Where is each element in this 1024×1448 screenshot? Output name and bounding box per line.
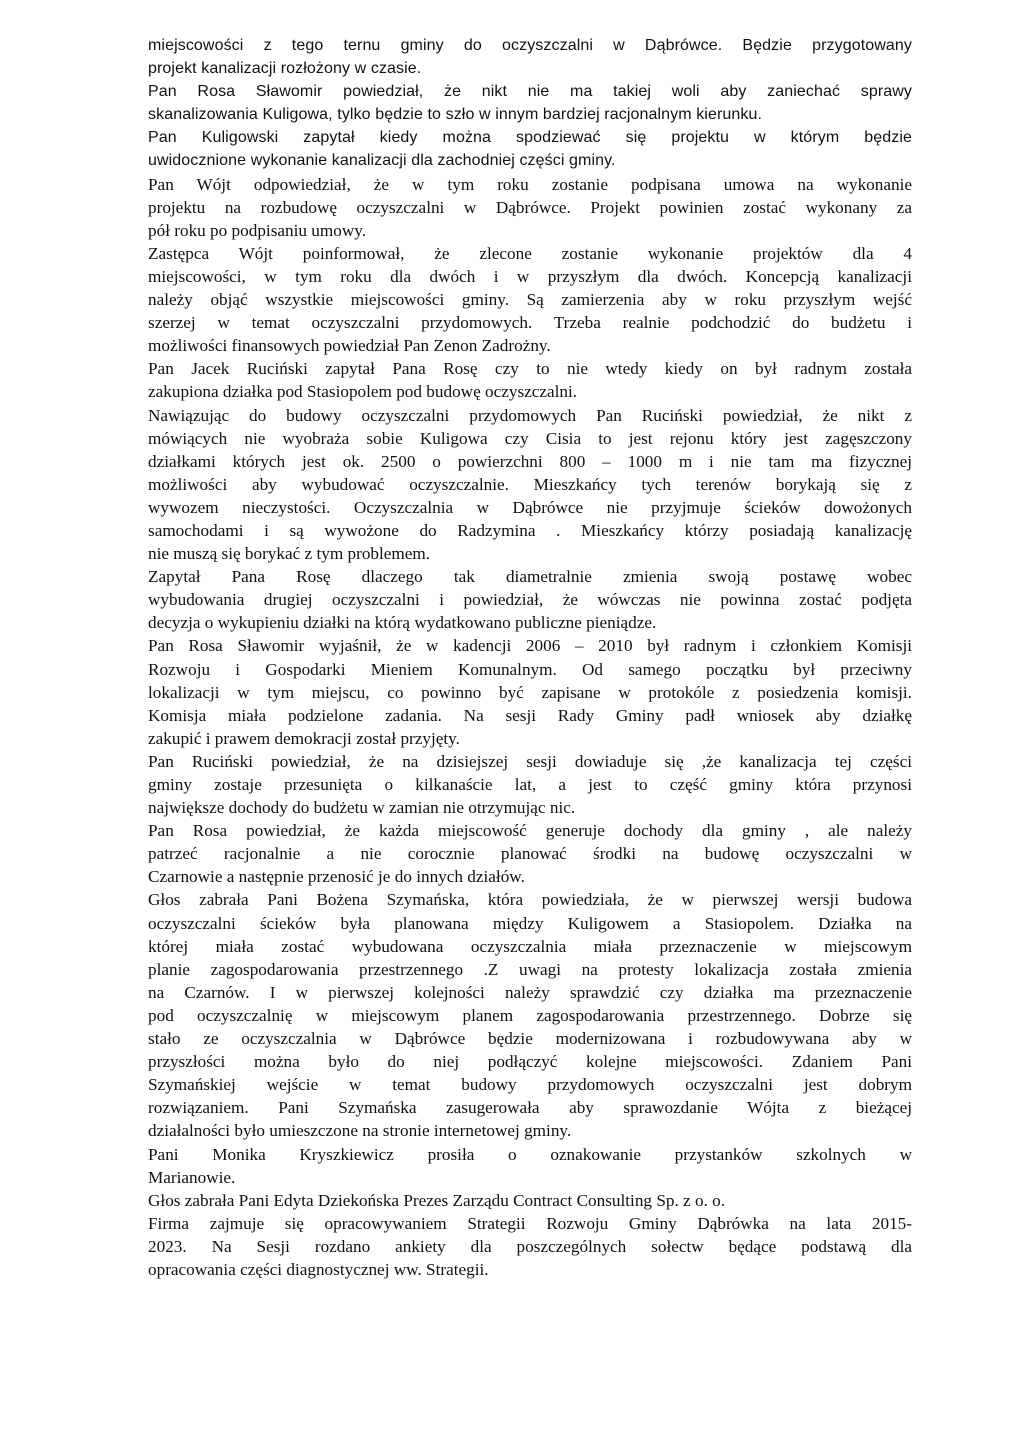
text-line: Pan Rosa powiedział, że każda miejscowość generuje dochody dla gminy , ale należy [148, 821, 912, 841]
text-line: możliwości finansowych powiedział Pan Zenon Zadrożny. [148, 336, 551, 356]
document-body [148, 34, 912, 1281]
text-line: Głos zabrała Pani Bożena Szymańska, która powiedziała, że w pierwszej wersji budowa [148, 890, 912, 910]
text-line: stało ze oczyszczalnia w Dąbrówce będzie modernizowana i rozbudowywana aby w [148, 1029, 912, 1049]
text-line: której miała zostać wybudowana oczyszczalnia miała przeznaczenie w miejscowym [148, 936, 912, 956]
paragraph [148, 1143, 912, 1189]
text-line: Marianowie. [148, 1167, 236, 1187]
text-line: skanalizowania Kuligowa, tylko będzie to szło w innym bardziej racjonalnym kierunku. [148, 106, 763, 124]
text-line: projekt kanalizacji rozłożony w czasie. [148, 60, 422, 78]
text-line: Zastępca Wójt poinformował, że zlecone zostanie wykonanie projektów dla 4 [148, 243, 912, 263]
text-line: samochodami i są wywożone do Radzymina . Mieszkańcy którzy posiadają kanalizację [148, 520, 912, 540]
paragraph [148, 357, 912, 403]
text-line: Czarnowie a następnie przenosić je do innych działów. [148, 867, 525, 887]
text-line: Głos zabrała Pani Edyta Dziekońska Prezes Zarządu Contract Consulting Sp. z o. o. [148, 1190, 726, 1210]
text-line: Pan Kuligowski zapytał kiedy można spodziewać się projektu w którym będzie [148, 129, 912, 147]
text-line: przyszłości można było do niej podłączyć kolejne miejscowości. Zdaniem Pani [148, 1052, 912, 1072]
text-line: miejscowości z tego ternu gminy do oczyszczalni w Dąbrówce. Będzie przygotowany [148, 37, 912, 54]
text-line: Pan Rosa Sławomir wyjaśnił, że w kadencji 2006 – 2010 był radnym i członkiem Komisji [148, 636, 912, 656]
text-line: Pani Monika Kryszkiewicz prosiła o oznakowanie przystanków szkolnych w [148, 1144, 912, 1164]
text-line: działalności było umieszczone na stronie internetowej gminy. [148, 1121, 572, 1141]
paragraph [148, 80, 912, 126]
text-line: należy objąć wszystkie miejscowości gminy. Są zamierzenia aby w roku przyszłym wejść [148, 290, 912, 310]
text-line: Firma zajmuje się opracowywaniem Strategii Rozwoju Gminy Dąbrówka na lata 2015- [148, 1213, 912, 1233]
paragraph [148, 888, 912, 1142]
paragraph [148, 819, 912, 888]
text-line: na Czarnów. I w pierwszej kolejności należy sprawdzić czy działka ma przeznaczenie [148, 982, 912, 1002]
text-line: oczyszczalni ścieków była planowana między Kuligowem a Stasiopolem. Działka na [148, 913, 912, 933]
text-line: projektu na rozbudowę oczyszczalni w Dąbrówce. Projekt powinien zostać wykonany za [148, 197, 912, 217]
text-line: Komisja miała podzielone zadania. Na sesji Rady Gminy padł wniosek aby działkę [148, 705, 912, 725]
text-line: Pan Rosa Sławomir powiedział, że nikt nie ma takiej woli aby zaniechać sprawy [148, 83, 912, 101]
text-line: 2023. Na Sesji rozdano ankiety dla poszczególnych sołectw będące podstawą dla [148, 1236, 912, 1256]
text-line: pod oczyszczalnię w miejscowym planem zagospodarowania przestrzennego. Dobrze się [148, 1005, 912, 1025]
paragraph [148, 173, 912, 242]
text-line: gminy zostaje przesunięta o kilkanaście lat, a jest to część gminy która przynosi [148, 775, 912, 794]
text-line: planie zagospodarowania przestrzennego .Z uwagi na protesty lokalizacja została zmienia [148, 959, 912, 979]
paragraph [148, 634, 912, 749]
text-line: działkami których jest ok. 2500 o powierzchni 800 – 1000 m i nie tam ma fizycznej [148, 451, 912, 471]
text-line: Zapytał Pana Rosę dlaczego tak diametralnie zmienia swoją postawę wobec [148, 567, 912, 587]
text-line: szerzej w temat oczyszczalni przydomowych. Trzeba realnie podchodzić do budżetu i [148, 313, 912, 333]
text-line: wybudowania drugiej oczyszczalni i powiedział, że wówczas nie powinna zostać podjęta [148, 590, 912, 610]
text-line: Pan Wójt odpowiedział, że w tym roku zostanie podpisana umowa na wykonanie [148, 174, 912, 194]
paragraph [148, 126, 912, 172]
text-line: pół roku po podpisaniu umowy. [148, 220, 367, 240]
text-line: uwidocznione wykonanie kanalizacji dla zachodniej części gminy. [148, 152, 616, 170]
text-line: Pan Ruciński powiedział, że na dzisiejszej sesji dowiaduje się ,że kanalizacja tej części [148, 751, 912, 771]
text-line: nie muszą się borykać z tym problemem. [148, 544, 431, 564]
text-line: opracowania części diagnostycznej ww. Strategii. [148, 1259, 489, 1279]
text-line: największe dochody do budżetu w zamian nie otrzymując nic. [148, 798, 576, 818]
text-line: Szymańskiej wejście w temat budowy przydomowych oczyszczalni jest dobrym [148, 1075, 912, 1095]
text-line: zakupiona działka pod Stasiopolem pod budowę oczyszczalni. [148, 382, 578, 402]
paragraph [148, 565, 912, 634]
paragraph [148, 242, 912, 357]
paragraph [148, 34, 912, 80]
text-line: decyzja o wykupieniu działki na którą wydatkowano publiczne pieniądze. [148, 613, 657, 633]
text-line: Pan Jacek Ruciński zapytał Pana Rosę czy to nie wtedy kiedy on był radnym została [148, 359, 912, 379]
paragraph [148, 750, 912, 819]
paragraph [148, 404, 912, 566]
text-line: zakupić i prawem demokracji został przyjęty. [148, 728, 460, 748]
text-line: miejscowości, w tym roku dla dwóch i w przyszłym dla dwóch. Koncepcją kanalizacji [148, 266, 912, 286]
paragraph [148, 1212, 912, 1281]
text-line: wywozem nieczystości. Oczyszczalnia w Dąbrówce nie przyjmuje ścieków dowożonych [148, 497, 912, 517]
text-line: lokalizacji w tym miejscu, co powinno być zapisane w protokóle z posiedzenia komisji. [148, 682, 912, 702]
text-line: możliwości aby wybudować oczyszczalnie. Mieszkańcy tych terenów borykają się z [148, 474, 912, 494]
text-line: patrzeć racjonalnie a nie corocznie planować środki na budowę oczyszczalni w [148, 844, 912, 864]
text-line: Rozwoju i Gospodarki Mieniem Komunalnym. Od samego początku był przeciwny [148, 659, 912, 679]
text-line: Nawiązując do budowy oczyszczalni przydomowych Pan Ruciński powiedział, że nikt z [148, 405, 912, 425]
text-line: mówiących nie wyobraża sobie Kuligowa czy Cisia to jest rejonu który jest zagęszczony [148, 428, 912, 448]
paragraph [148, 1189, 912, 1212]
text-line: rozwiązaniem. Pani Szymańska zasugerowała aby sprawozdanie Wójta z bieżącej [148, 1098, 912, 1118]
